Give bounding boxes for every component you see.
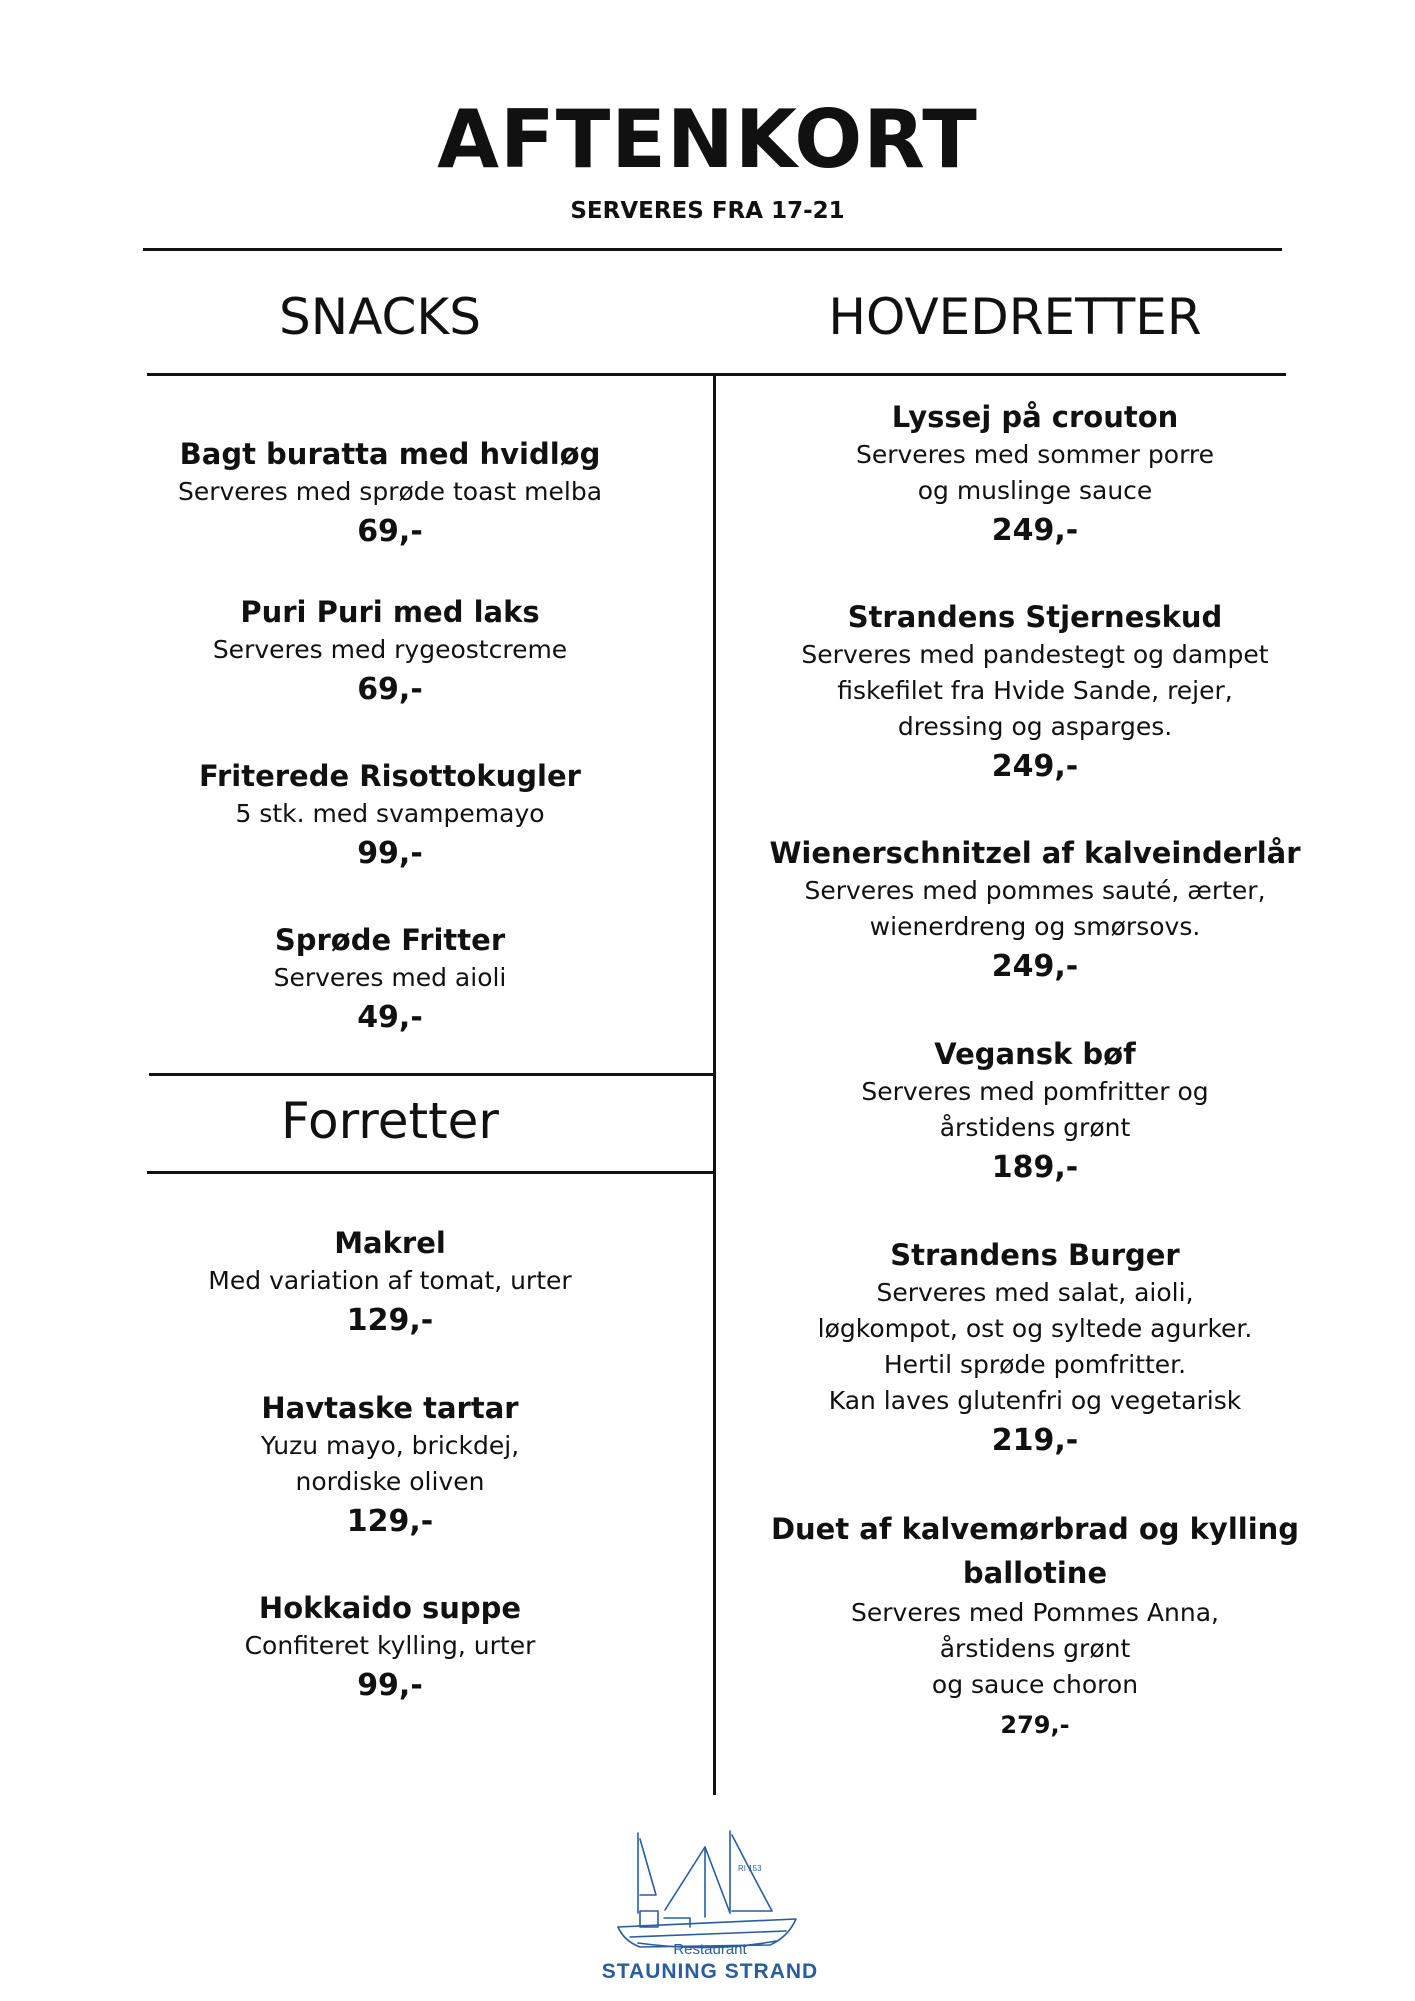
dish-name: Puri Puri med laks	[240, 595, 540, 629]
dish-name: Strandens Burger	[890, 1238, 1180, 1272]
dish-name: Vegansk bøf	[934, 1037, 1136, 1071]
dish-description: Serveres med rygeostcreme	[212, 635, 568, 664]
dish-description: Serveres med sommer porre	[855, 440, 1215, 469]
dish-name: Duet af kalvemørbrad og kylling	[770, 1512, 1300, 1546]
dish-description: Kan laves glutenfri og vegetarisk	[828, 1386, 1242, 1415]
dish-name: Sprøde Fritter	[274, 923, 506, 957]
menu-item	[140, 1223, 640, 1343]
dish-name: Lyssej på crouton	[891, 400, 1179, 434]
forretter-top-divider	[149, 1073, 715, 1076]
dish-price: 249,-	[991, 513, 1079, 548]
menu-item	[765, 1235, 1305, 1463]
dish-description: og muslinge sauce	[917, 476, 1153, 505]
dish-name: Friterede Risottokugler	[199, 759, 581, 793]
dish-name: Havtaske tartar	[261, 1391, 519, 1425]
dish-description: wienerdreng og smørsovs.	[869, 912, 1201, 941]
dish-description: årstidens grønt	[939, 1113, 1131, 1142]
dish-price: 219,-	[991, 1423, 1079, 1458]
logo-restaurant-name: STAUNING STRAND	[601, 1960, 819, 1983]
menu-item	[765, 833, 1305, 989]
header-divider	[143, 248, 1282, 251]
dish-description: Serveres med pomfritter og	[861, 1077, 1209, 1106]
dish-price: 129,-	[346, 1504, 434, 1539]
hovedretter-heading: HOVEDRETTER	[828, 288, 1202, 346]
dish-description: Confiteret kylling, urter	[244, 1631, 536, 1660]
dish-price: 249,-	[991, 749, 1079, 784]
dish-description: Yuzu mayo, brickdej,	[260, 1431, 520, 1460]
dish-price: 99,-	[357, 836, 423, 871]
dish-name: Hokkaido suppe	[258, 1591, 522, 1625]
menu-item	[765, 1034, 1305, 1190]
dish-description: nordiske oliven	[295, 1467, 485, 1496]
dish-description: Serveres med aioli	[273, 963, 507, 992]
dish-description: årstidens grønt	[939, 1634, 1131, 1663]
serving-hours: SERVERES FRA 17-21	[570, 198, 845, 224]
dish-description: 5 stk. med svampemayo	[235, 799, 545, 828]
dish-description: Serveres med pandestegt og dampet	[801, 640, 1269, 669]
dish-description: Serveres med sprøde toast melba	[177, 477, 603, 506]
forretter-bottom-divider	[147, 1171, 715, 1174]
dish-description: fiskefilet fra Hvide Sande, rejer,	[837, 676, 1233, 705]
logo-restaurant-label: Restaurant	[673, 1941, 747, 1958]
menu-item	[140, 1588, 640, 1708]
dish-price: 99,-	[357, 1668, 423, 1703]
dish-name: Strandens Stjerneskud	[847, 600, 1223, 634]
menu-item	[765, 597, 1305, 789]
dish-description: og sauce choron	[931, 1670, 1139, 1699]
dish-price: 129,-	[346, 1303, 434, 1338]
menu-item	[140, 434, 640, 554]
dish-name: Makrel	[334, 1226, 446, 1260]
menu-item	[765, 397, 1305, 553]
column-divider	[713, 375, 716, 1795]
dish-name: Wienerschnitzel af kalveinderlår	[769, 836, 1301, 870]
dish-description: Serveres med pommes sauté, ærter,	[804, 876, 1266, 905]
dish-price: 69,-	[357, 514, 423, 549]
boat-mark: RI 153	[738, 1864, 762, 1873]
menu-item	[765, 1507, 1305, 1747]
dish-price: 279,-	[1000, 1711, 1070, 1739]
dish-price: 189,-	[991, 1150, 1079, 1185]
menu-item	[140, 920, 640, 1040]
dish-name: Bagt buratta med hvidløg	[179, 437, 601, 471]
dish-description: Serveres med Pommes Anna,	[851, 1598, 1219, 1627]
menu-item	[140, 1388, 640, 1544]
snacks-heading: SNACKS	[279, 288, 481, 346]
section-heading-divider	[147, 373, 1286, 376]
dish-description: Hertil sprøde pomfritter.	[883, 1350, 1187, 1379]
menu-item	[140, 592, 640, 712]
dish-price: 49,-	[357, 1000, 423, 1035]
dish-description: dressing og asparges.	[897, 712, 1173, 741]
menu-title: AFTENKORT	[437, 93, 978, 186]
dish-price: 69,-	[357, 672, 423, 707]
menu-item	[140, 756, 640, 876]
dish-description: løgkompot, ost og syltede agurker.	[817, 1314, 1253, 1343]
dish-name: ballotine	[962, 1556, 1108, 1590]
forretter-heading: Forretter	[281, 1092, 499, 1150]
dish-price: 249,-	[991, 949, 1079, 984]
dish-description: Serveres med salat, aioli,	[876, 1278, 1194, 1307]
dish-description: Med variation af tomat, urter	[208, 1266, 572, 1295]
